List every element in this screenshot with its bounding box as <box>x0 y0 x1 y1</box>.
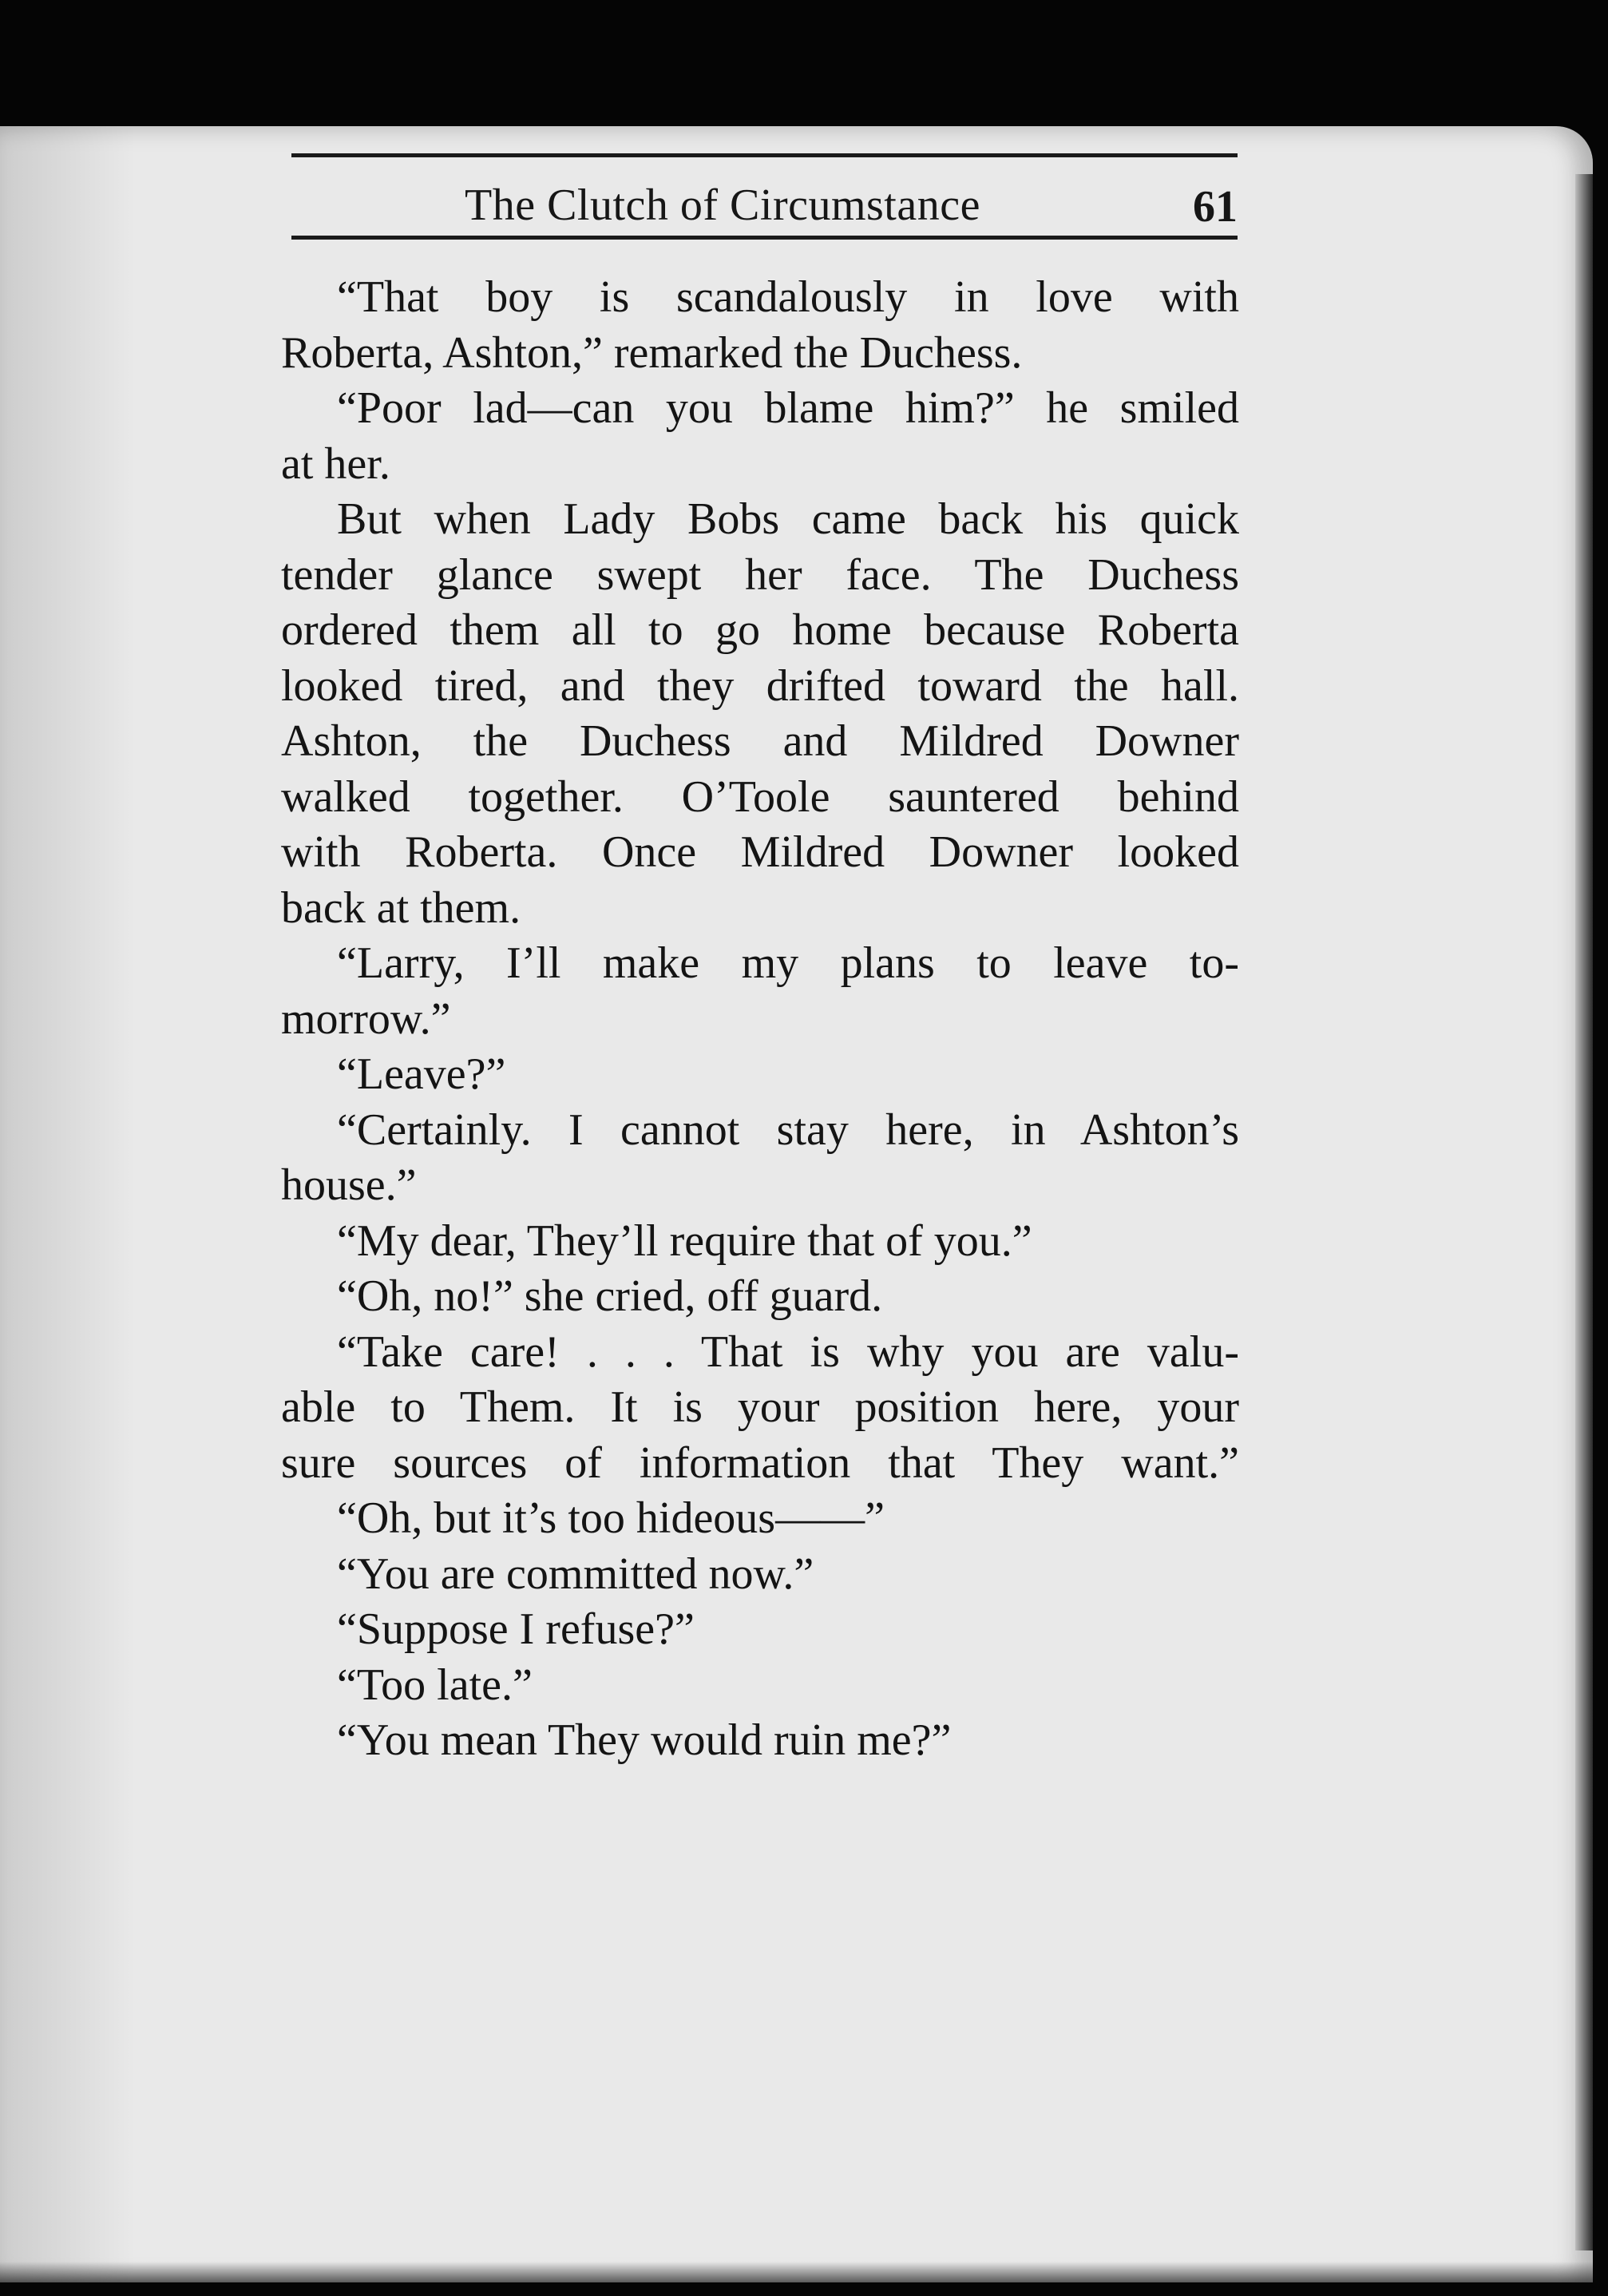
text-line: able to Them. It is your position here, your <box>281 1382 1239 1432</box>
page-number: 61 <box>1193 182 1238 232</box>
text-line: But when Lady Bobs came back his quick <box>337 494 1239 544</box>
text-line: looked tired, and they drifted toward the hall. <box>281 660 1239 711</box>
text-line: sure sources of information that They want.” <box>281 1437 1239 1488</box>
text-line: tender glance swept her face. The Duchess <box>281 549 1239 600</box>
page-edge-shadow <box>1575 174 1593 2250</box>
text-line: “Take care! . . . That is why you are valu- <box>337 1326 1239 1377</box>
text-line: “You are committed now.” <box>337 1549 814 1599</box>
running-header <box>291 153 1238 240</box>
text-line: with Roberta. Once Mildred Downer looked <box>281 827 1239 877</box>
text-line: “Certainly. I cannot stay here, in Ashton’s <box>337 1104 1239 1155</box>
text-line: walked together. O’Toole sauntered behind <box>281 771 1239 822</box>
text-line: house.” <box>281 1160 417 1210</box>
text-line: “That boy is scandalously in love with <box>337 272 1239 322</box>
text-line: “Leave?” <box>337 1049 506 1099</box>
text-line: “Poor lad—can you blame him?” he smiled <box>337 383 1239 433</box>
text-line: “Oh, but it’s too hideous——” <box>337 1493 885 1543</box>
text-line: Roberta, Ashton,” remarked the Duchess. <box>281 327 1023 378</box>
text-line: “Oh, no!” she cried, off guard. <box>337 1271 883 1321</box>
text-line: Ashton, the Duchess and Mildred Downer <box>281 716 1239 766</box>
page-bottom-shadow <box>0 2262 1593 2282</box>
text-line: at her. <box>281 438 390 489</box>
text-line: “Too late.” <box>337 1660 533 1710</box>
text-line: “My dear, They’ll require that of you.” <box>337 1215 1032 1266</box>
text-line: back at them. <box>281 882 521 933</box>
text-line: “Suppose I refuse?” <box>337 1604 695 1654</box>
binding-gutter <box>0 126 136 2282</box>
text-line: morrow.” <box>281 993 451 1044</box>
running-title: The Clutch of Circumstance <box>465 180 980 230</box>
text-line: “You mean They would ruin me?” <box>337 1715 952 1765</box>
body-text <box>281 270 1239 1769</box>
text-line: “Larry, I’ll make my plans to leave to- <box>337 938 1239 988</box>
text-line: ordered them all to go home because Roberta <box>281 605 1239 655</box>
